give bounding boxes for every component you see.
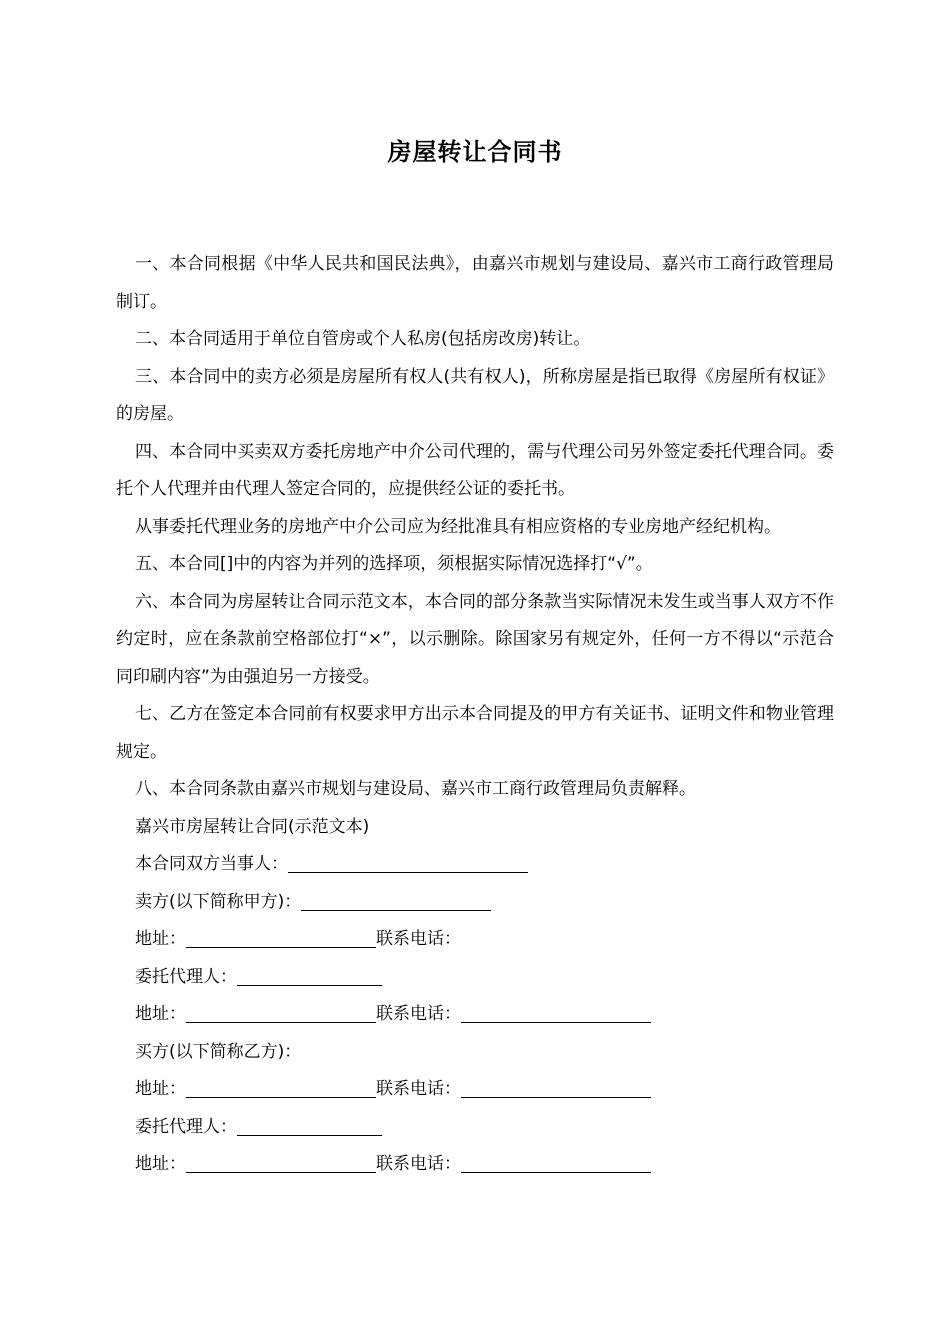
- seller-address-row: [116, 921, 834, 959]
- paragraph-8: 八、本合同条款由嘉兴市规划与建设局、嘉兴市工商行政管理局负责解释。: [135, 779, 696, 799]
- seller-agent-phone-blank[interactable]: [461, 1002, 651, 1023]
- document-title: 房屋转让合同书: [387, 138, 563, 166]
- seller-label: 卖方(以下简称甲方)：: [135, 891, 302, 912]
- buyer-address-blank[interactable]: [186, 1077, 376, 1098]
- buyer-agent-address-blank[interactable]: [186, 1152, 376, 1173]
- seller-row: [116, 884, 834, 922]
- agent-label: 委托代理人：: [135, 1116, 237, 1137]
- buyer-agent-blank[interactable]: [237, 1115, 382, 1136]
- seller-agent-row: [116, 959, 834, 997]
- buyer-agent-row: [116, 1109, 834, 1147]
- address-label: 地址：: [135, 1154, 186, 1174]
- paragraph-6: 六、本合同为房屋转让合同示范文本，本合同的部分条款当实际情况未发生或当事人双方不作约定时，应在条款前空格部位打“×”，以示删除。除国家另有规定外，任何一方不得以“示范合同印刷内容”为由强迫另一方接受。: [116, 591, 834, 687]
- address-label: 地址：: [135, 1004, 186, 1024]
- seller-blank[interactable]: [301, 890, 491, 911]
- phone-label: 联系电话：: [376, 1079, 461, 1099]
- buyer-row: [116, 1034, 834, 1072]
- document-body: [116, 246, 834, 1184]
- buyer-phone-blank[interactable]: [461, 1077, 651, 1098]
- address-label: 地址：: [135, 929, 186, 949]
- seller-agent-address-row: [116, 996, 834, 1034]
- paragraph-3: 三、本合同中的卖方必须是房屋所有权人(共有权人)，所称房屋是指已取得《房屋所有权证》的房屋。: [116, 366, 834, 424]
- buyer-agent-address-row: [116, 1146, 834, 1184]
- buyer-address-row: [116, 1071, 834, 1109]
- parties-row: [116, 846, 834, 884]
- buyer-agent-phone-blank[interactable]: [461, 1152, 651, 1173]
- paragraph-2: 二、本合同适用于单位自管房或个人私房(包括房改房)转让。: [135, 329, 591, 349]
- seller-address-blank[interactable]: [186, 927, 376, 948]
- phone-label: 联系电话：: [376, 1154, 461, 1174]
- seller-agent-address-blank[interactable]: [186, 1002, 376, 1023]
- parties-blank[interactable]: [288, 852, 528, 873]
- paragraph-7: 七、乙方在签定本合同前有权要求甲方出示本合同提及的甲方有关证书、证明文件和物业管理规定。: [116, 704, 834, 762]
- phone-label: 联系电话：: [376, 929, 461, 949]
- paragraph-5: 五、本合同[]中的内容为并列的选择项，须根据实际情况选择打“√”。: [135, 554, 653, 574]
- paragraph-4-note: 从事委托代理业务的房地产中介公司应为经批准具有相应资格的专业房地产经纪机构。: [135, 516, 781, 537]
- paragraph-4: 四、本合同中买卖双方委托房地产中介公司代理的，需与代理公司另外签定委托代理合同。委托个人代理并由代理人签定合同的，应提供经公证的委托书。: [116, 441, 834, 499]
- phone-label: 联系电话：: [376, 1004, 461, 1024]
- agent-label: 委托代理人：: [135, 966, 237, 987]
- paragraph-1: 一、本合同根据《中华人民共和国民法典》，由嘉兴市规划与建设局、嘉兴市工商行政管理局制订。: [116, 254, 834, 312]
- seller-agent-blank[interactable]: [237, 965, 382, 986]
- form-heading: 嘉兴市房屋转让合同(示范文本): [135, 816, 370, 837]
- address-label: 地址：: [135, 1079, 186, 1099]
- buyer-label: 买方(以下简称乙方)：: [135, 1041, 302, 1062]
- parties-label: 本合同双方当事人：: [135, 854, 288, 874]
